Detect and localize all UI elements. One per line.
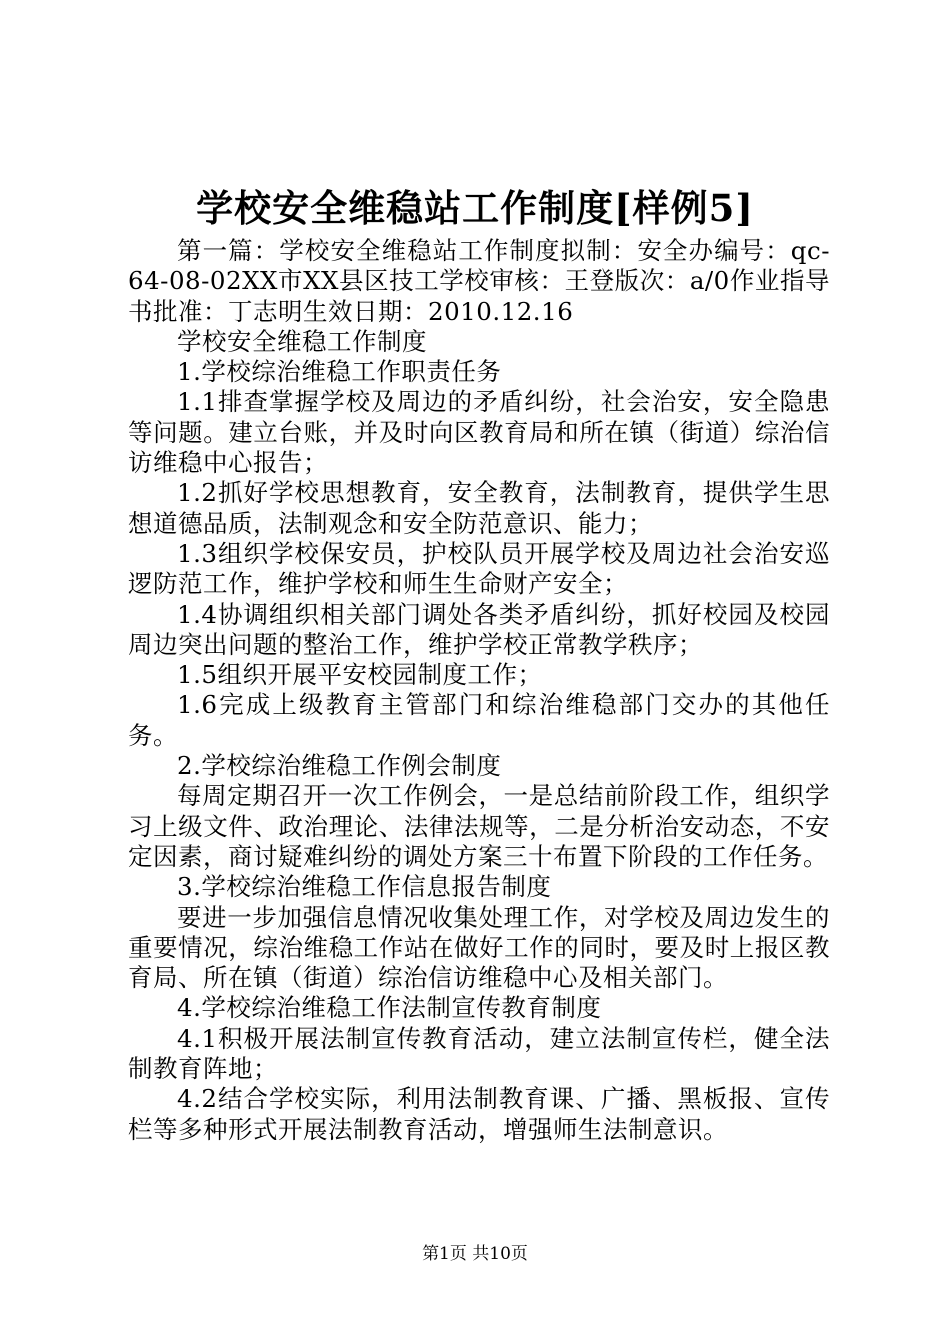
paragraph: 1.3组织学校保安员，护校队员开展学校及周边社会治安巡逻防范工作，维护学校和师生生命财产安全； bbox=[128, 538, 830, 599]
paragraph: 1.2抓好学校思想教育，安全教育，法制教育，提供学生思想道德品质，法制观念和安全防范意识、能力； bbox=[128, 478, 830, 538]
paragraph: 4.2结合学校实际，利用法制教育课、广播、黑板报、宣传栏等多种形式开展法制教育活动，增强师生法制意识。 bbox=[128, 1084, 830, 1144]
paragraph: 4.1积极开展法制宣传教育活动，建立法制宣传栏，健全法制教育阵地； bbox=[128, 1023, 830, 1084]
paragraph: 要进一步加强信息情况收集处理工作，对学校及周边发生的重要情况，综治维稳工作站在做好工作的同时，要及时上报区教育局、所在镇（街道）综治信访维稳中心及相关部门。 bbox=[128, 902, 830, 993]
paragraph: 第一篇：学校安全维稳站工作制度拟制：安全办编号：qc-64-08-02XX市XX县区技工学校审核：王登版次：a/0作业指导书批准：丁志明生效日期：2010.12.16 bbox=[128, 236, 830, 326]
page-number: 第1页 共10页 bbox=[422, 1244, 528, 1264]
paragraph: 学校安全维稳工作制度 bbox=[177, 326, 427, 356]
paragraph: 3.学校综治维稳工作信息报告制度 bbox=[177, 872, 552, 902]
paragraph: 1.4协调组织相关部门调处各类矛盾纠纷，抓好校园及校园周边突出问题的整治工作，维护学校正常教学秩序； bbox=[128, 599, 830, 659]
document-body bbox=[128, 236, 830, 1145]
paragraph: 每周定期召开一次工作例会，一是总结前阶段工作，组织学习上级文件、政治理论、法律法规等，二是分析治安动态，不安定因素，商讨疑难纠纷的调处方案三十布置下阶段的工作任务。 bbox=[128, 781, 830, 871]
paragraph: 2.学校综治维稳工作例会制度 bbox=[177, 751, 502, 781]
paragraph: 1.学校综治维稳工作职责任务 bbox=[177, 357, 502, 387]
paragraph: 1.6完成上级教育主管部门和综治维稳部门交办的其他任务。 bbox=[128, 690, 830, 750]
paragraph: 4.学校综治维稳工作法制宣传教育制度 bbox=[177, 993, 602, 1023]
paragraph: 1.1排查掌握学校及周边的矛盾纠纷，社会治安，安全隐患等问题。建立台账，并及时向区教育局和所在镇（街道）综治信访维稳中心报告； bbox=[128, 387, 830, 478]
document-title: 学校安全维稳站工作制度[样例5] bbox=[196, 186, 754, 230]
paragraph: 1.5组织开展平安校园制度工作； bbox=[177, 660, 543, 690]
